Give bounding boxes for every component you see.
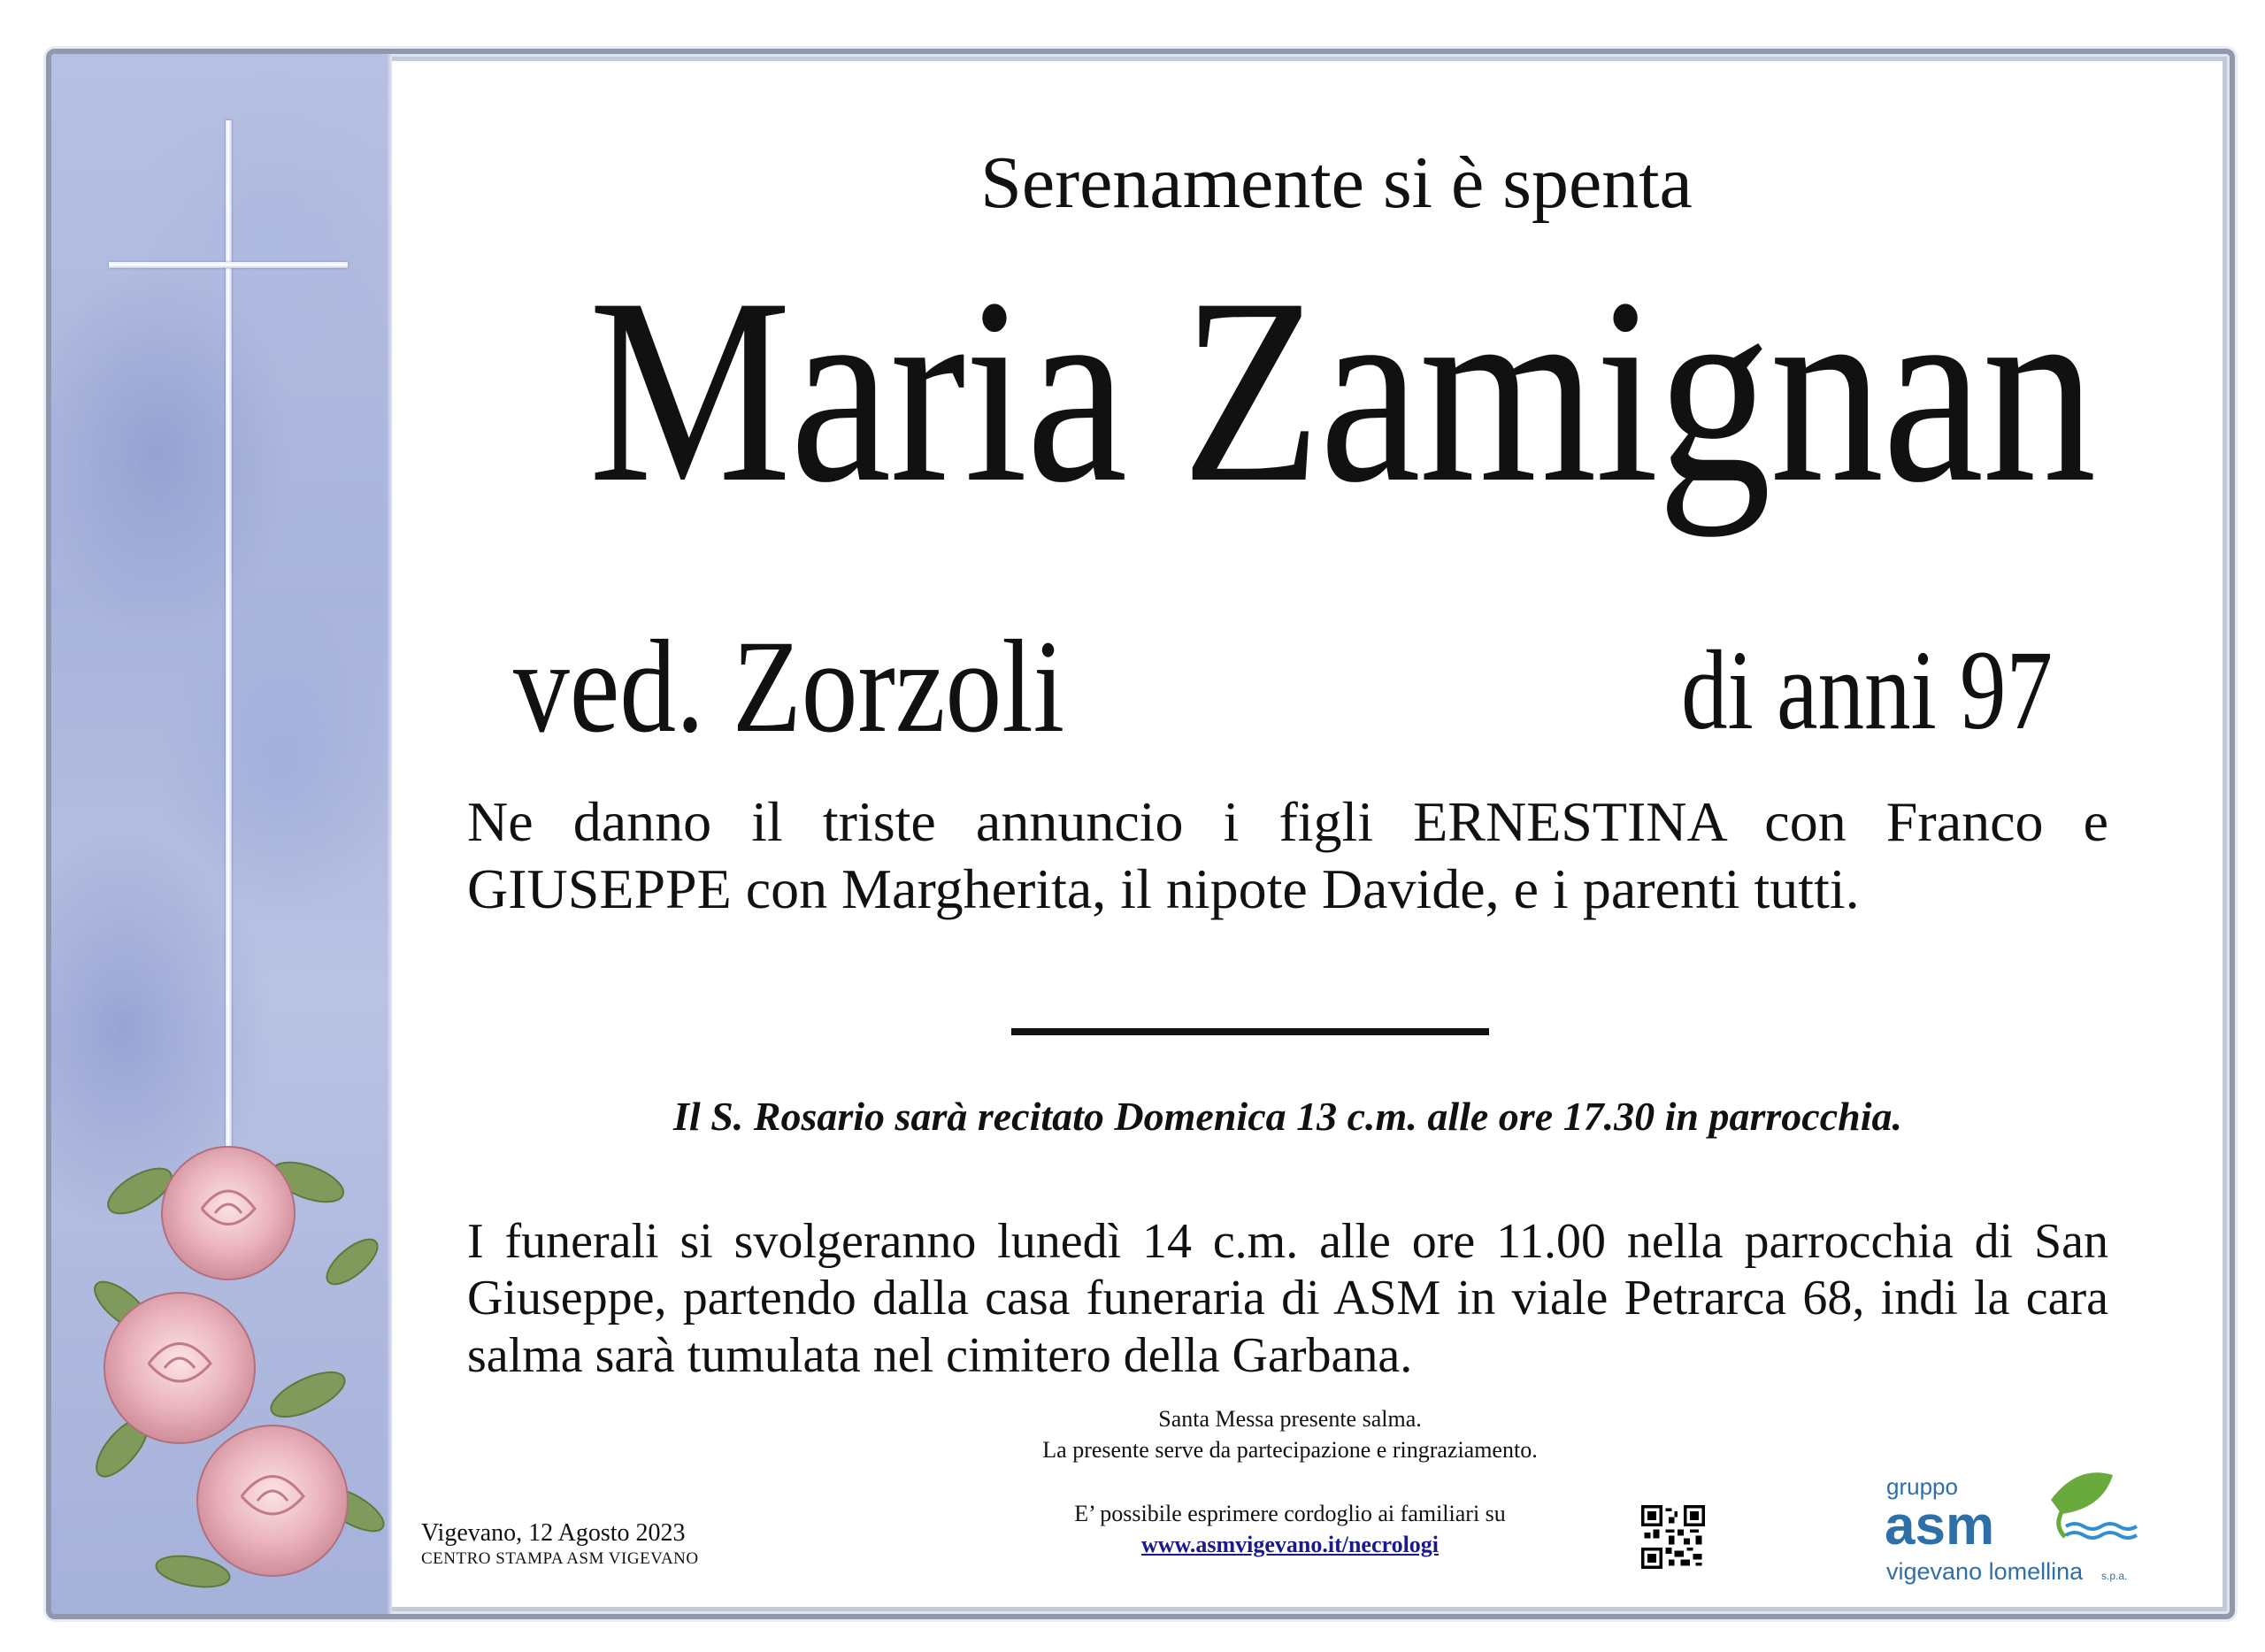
- deceased-name: Maria Zamignan: [588, 243, 2095, 537]
- place-and-date: Vigevano, 12 Agosto 2023: [421, 1519, 686, 1547]
- announcement-text: Ne danno il triste annuncio i figli ERNESTINA con Franco e GIUSEPPE con Margherita, il nipote Davide, e i parenti tutti.: [467, 790, 2108, 920]
- leaf-icon: [2051, 1472, 2113, 1514]
- section-divider: [1011, 1028, 1489, 1035]
- obituary-card: [46, 49, 2235, 1619]
- water-waves-icon: [2066, 1524, 2137, 1538]
- asm-logo: [1885, 1471, 2150, 1595]
- mass-notes: [848, 1403, 1732, 1465]
- condolence-line: E’ possibile esprimere cordoglio ai familiari su: [1074, 1501, 1506, 1526]
- condolence-link[interactable]: www.asmvigevano.it/necrologi: [1140, 1532, 1440, 1558]
- rosary-notice: Il S. Rosario sarà recitato Domenica 13 c.m. alle ore 17.30 in parrocchia.: [673, 1094, 1902, 1139]
- logo-bottom-text: vigevano lomellina: [1886, 1558, 2084, 1585]
- logo-suffix-text: s.p.a.: [2101, 1570, 2128, 1582]
- logo-top-text: gruppo: [1886, 1473, 1958, 1500]
- printer-credit: CENTRO STAMPA ASM VIGEVANO: [421, 1549, 699, 1568]
- funeral-details: I funerali si svolgeranno lunedì 14 c.m. alle ore 11.00 nella parrocchia di San Giuseppe, partendo dalla casa funeraria di ASM in viale Petrarca 68, indi la cara salma sarà tumulata nel cimitero della Garbana.: [467, 1214, 2108, 1383]
- logo-brand-text: asm: [1885, 1495, 1995, 1556]
- deceased-age: di anni 97: [1681, 627, 2053, 753]
- notice-content: [51, 54, 2230, 1614]
- mass-line: Santa Messa presente salma.: [1158, 1406, 1422, 1432]
- intro-line: Serenamente si è spenta: [980, 142, 1693, 224]
- married-name: ved. Zorzoli: [513, 613, 1065, 760]
- qr-code-icon: [1641, 1505, 1705, 1569]
- condolence-block: [848, 1498, 1732, 1560]
- participation-line: La presente serve da partecipazione e ringraziamento.: [1042, 1437, 1538, 1464]
